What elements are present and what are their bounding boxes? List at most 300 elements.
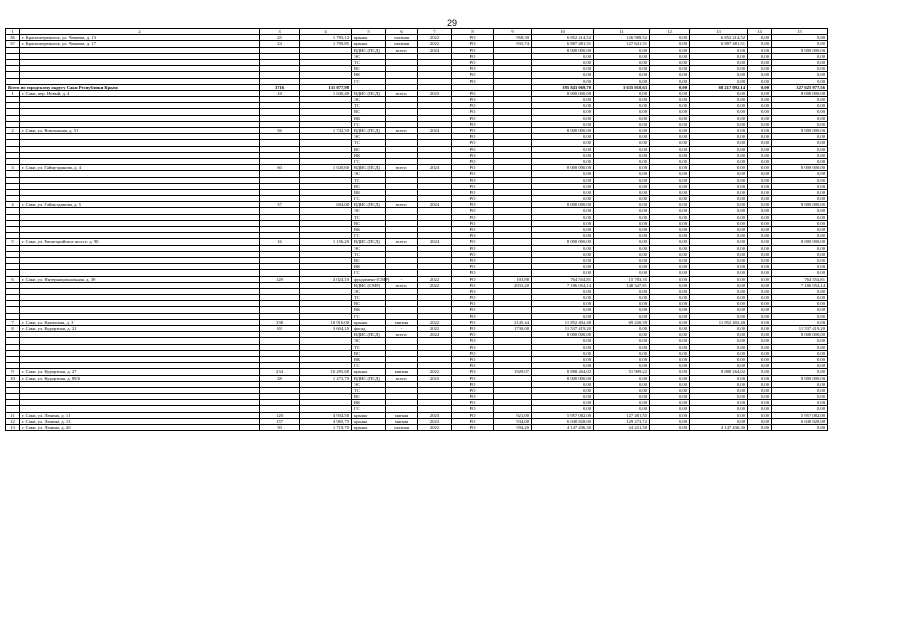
table-cell: 0,00	[748, 406, 772, 412]
table-cell: 50	[260, 425, 300, 431]
page-number: 29	[446, 18, 457, 28]
table-cell: 0,00	[690, 332, 748, 338]
table-cell: 0,00	[650, 171, 690, 177]
table-cell: 0,00	[748, 183, 772, 189]
column-number: 9	[494, 29, 532, 35]
table-cell: 0,00	[772, 307, 828, 313]
table-cell: РО	[452, 97, 494, 103]
table-cell: 0,00	[650, 276, 690, 282]
table-cell: 0,00	[772, 270, 828, 276]
table-cell: 0,00	[650, 202, 690, 208]
table-cell: 0,00	[772, 183, 828, 189]
table-cell: 0,00	[650, 301, 690, 307]
table-cell: 0,00	[650, 53, 690, 59]
table-cell: 0,00	[772, 121, 828, 127]
table-cell: 0,00	[650, 412, 690, 418]
table-cell: 0,00	[650, 35, 690, 41]
table-cell: 0,00	[532, 121, 594, 127]
table-cell: 0,00	[690, 245, 748, 251]
table-cell: 68 217 092,14	[690, 84, 748, 90]
table-cell: мягкая	[386, 418, 418, 424]
table-cell: 1730,00	[494, 326, 532, 332]
table-cell: крыша	[352, 319, 386, 325]
table-cell: 8 000 000,00	[532, 90, 594, 96]
table-cell: 0,00	[532, 220, 594, 226]
table-cell: 0,00	[748, 425, 772, 431]
table-cell: РО	[452, 412, 494, 418]
table-cell: РО	[452, 338, 494, 344]
table-cell: 0,00	[690, 177, 748, 183]
table-cell: 0,00	[748, 152, 772, 158]
table-cell: 7 186 054,14	[772, 282, 828, 288]
table-cell: РО	[452, 418, 494, 424]
table-cell: 2	[6, 128, 20, 134]
table-cell: крыша	[352, 412, 386, 418]
table-cell: 0,00	[748, 78, 772, 84]
table-cell: РО	[452, 319, 494, 325]
table-cell: 934,00	[494, 418, 532, 424]
table-cell: 0,00	[772, 400, 828, 406]
table-cell: 0,00	[690, 251, 748, 257]
table-cell: г. Саки, ул. Интернациональная, д. 39	[20, 276, 260, 282]
table-cell: 0,00	[748, 344, 772, 350]
table-cell: 0,00	[532, 171, 594, 177]
table-cell: 0,00	[532, 134, 594, 140]
table-cell: РО	[452, 59, 494, 65]
table-cell: 0,00	[690, 406, 748, 412]
table-cell: 1 040,40	[300, 90, 352, 96]
table-cell: 0,00	[748, 363, 772, 369]
table-cell: РО	[452, 158, 494, 164]
table-cell: 0,00	[594, 146, 650, 152]
table-cell: РО	[452, 344, 494, 350]
table-cell: 0,00	[594, 189, 650, 195]
table-cell: 0,00	[772, 264, 828, 270]
table-cell: ГС	[352, 196, 386, 202]
table-cell: 11 537 419,20	[532, 326, 594, 332]
table-cell: г. Саки, ул. Ленина, д. 26	[20, 425, 260, 431]
table-cell: 0,00	[650, 363, 690, 369]
table-cell: 0,00	[594, 59, 650, 65]
table-cell: 0,00	[748, 146, 772, 152]
table-cell: 0,00	[748, 158, 772, 164]
table-cell: 4 024,10	[300, 276, 352, 282]
table-cell: ГС	[352, 158, 386, 164]
table-cell: 8 000 000,00	[532, 239, 594, 245]
table-cell: 129	[260, 276, 300, 282]
table-cell: 0,00	[650, 257, 690, 263]
table-cell: 0,00	[532, 115, 594, 121]
table-cell: 0,00	[772, 369, 828, 375]
table-cell: 4 934,50	[300, 412, 352, 418]
table-cell: 0,00	[748, 412, 772, 418]
table-cell: ТС	[352, 295, 386, 301]
table-cell: 0,00	[690, 202, 748, 208]
table-cell: 0,00	[594, 121, 650, 127]
table-cell: 0,00	[650, 146, 690, 152]
table-cell: 0,00	[594, 406, 650, 412]
table-cell: 0,00	[690, 326, 748, 332]
table-cell: 0,00	[594, 326, 650, 332]
table-cell: 0,00	[532, 301, 594, 307]
table-cell: 0,00	[690, 288, 748, 294]
table-cell: 0,00	[772, 301, 828, 307]
table-cell: 0,00	[772, 425, 828, 431]
table-cell: ВДИС (ПСД)	[352, 202, 386, 208]
table-cell: 0,00	[650, 158, 690, 164]
table-cell: 5 957 082,00	[532, 412, 594, 418]
table-cell: крыша	[352, 369, 386, 375]
table-cell: 0,00	[690, 356, 748, 362]
table-cell: РО	[452, 90, 494, 96]
table-cell: 0,00	[690, 363, 748, 369]
table-cell: 0,00	[772, 227, 828, 233]
table-cell: 0,00	[594, 288, 650, 294]
table-cell: 1 790,85	[300, 41, 352, 47]
table-cell: 0,00	[594, 115, 650, 121]
table-cell: 0,00	[594, 103, 650, 109]
table-cell: 0,00	[594, 66, 650, 72]
table-cell: 2023	[418, 418, 452, 424]
table-cell: 327 625 977,56	[772, 84, 828, 90]
table-cell: РО	[452, 257, 494, 263]
table-cell: РО	[452, 425, 494, 431]
table-cell: 0,00	[772, 152, 828, 158]
table-cell: РО	[452, 165, 494, 171]
table-cell: ВДИС (ПСД)	[352, 128, 386, 134]
table-cell: ТС	[352, 140, 386, 146]
table-cell: 2022	[418, 276, 452, 282]
table-cell: 0,00	[772, 59, 828, 65]
table-cell: 0,00	[748, 109, 772, 115]
table-cell: скатная	[386, 425, 418, 431]
table-cell: г. Саки, пер. Новый, д. 4	[20, 90, 260, 96]
table-cell: ВДИС (ПСД)	[352, 332, 386, 338]
column-number: 11	[594, 29, 650, 35]
table-cell: РО	[452, 288, 494, 294]
table-cell: 8 888 264,02	[690, 369, 748, 375]
table-cell: 129 273,72	[594, 418, 650, 424]
table-cell: 0,00	[772, 35, 828, 41]
table-cell: 0,00	[650, 344, 690, 350]
table-cell: 0,00	[594, 134, 650, 140]
table-cell: 0,00	[650, 165, 690, 171]
table-cell: 120	[260, 412, 300, 418]
table-cell: 0,00	[650, 97, 690, 103]
table-cell: ВС	[352, 66, 386, 72]
table-cell: 0,00	[650, 152, 690, 158]
table-cell: 0,00	[748, 165, 772, 171]
table-cell: 0,00	[650, 134, 690, 140]
table-cell: 0,00	[690, 375, 748, 381]
table-cell: 0,00	[772, 257, 828, 263]
table-cell: ВК	[352, 400, 386, 406]
table-cell: 0,00	[594, 214, 650, 220]
table-cell: РО	[452, 146, 494, 152]
table-cell: ГС	[352, 313, 386, 319]
table-cell: 0,00	[772, 295, 828, 301]
table-cell: 0,00	[594, 90, 650, 96]
table-cell: фасад	[352, 326, 386, 332]
table-cell: 0,00	[532, 344, 594, 350]
table-cell: 0,00	[594, 53, 650, 59]
table-cell: 0,00	[650, 72, 690, 78]
table-cell: 0,00	[650, 264, 690, 270]
table-cell: 0,00	[532, 233, 594, 239]
table-cell: РО	[452, 171, 494, 177]
table-cell: 0,00	[594, 128, 650, 134]
table-cell: 1 156,20	[300, 239, 352, 245]
table-cell: РО	[452, 369, 494, 375]
table-cell: 0,00	[650, 313, 690, 319]
table-cell: -	[386, 276, 418, 282]
table-cell: ЭС	[352, 97, 386, 103]
table-cell: ВС	[352, 350, 386, 356]
table-cell: 8 000 000,00	[772, 202, 828, 208]
table-cell: 0,00	[532, 245, 594, 251]
table-cell: г. Саки, ул. Курортная, д. 27	[20, 369, 260, 375]
table-cell: 0,00	[650, 189, 690, 195]
table-cell: 0,00	[748, 72, 772, 78]
table-cell: 0,00	[532, 158, 594, 164]
table-cell: 0,00	[594, 72, 650, 78]
table-cell: 0,00	[748, 394, 772, 400]
table-cell: 0,00	[532, 152, 594, 158]
table-cell: 0,00	[772, 356, 828, 362]
table-cell: РО	[452, 406, 494, 412]
table-cell: 0,00	[772, 350, 828, 356]
table-cell: 2022	[418, 326, 452, 332]
table-cell: 157	[260, 418, 300, 424]
table-cell: 0,00	[748, 66, 772, 72]
table-cell: мягкая	[386, 369, 418, 375]
table-cell: 10 295,68	[300, 369, 352, 375]
table-cell: 11 852 402,48	[690, 319, 748, 325]
table-cell: РО	[452, 326, 494, 332]
table-cell: ЭС	[352, 288, 386, 294]
table-cell: 1 742,50	[300, 128, 352, 134]
table-cell: 0,00	[532, 59, 594, 65]
table-cell: 6 887 481,51	[532, 41, 594, 47]
table-cell: 764 554,81	[532, 276, 594, 282]
table-cell: ВДИС (ПСД)	[352, 90, 386, 96]
table-cell: ТС	[352, 214, 386, 220]
table-cell: ВК	[352, 264, 386, 270]
table-cell: мягкая	[386, 319, 418, 325]
table-cell: 0,00	[772, 344, 828, 350]
table-cell: 0,00	[650, 109, 690, 115]
table-cell: 0,00	[650, 307, 690, 313]
table-cell: РО	[452, 208, 494, 214]
table-cell: 0,00	[748, 245, 772, 251]
table-cell: 0,00	[772, 53, 828, 59]
table-cell: 0,00	[650, 251, 690, 257]
table-cell: РО	[452, 282, 494, 288]
table-cell: 0,00	[690, 301, 748, 307]
table-cell: 0,00	[748, 375, 772, 381]
table-cell: 2145,44	[494, 319, 532, 325]
table-cell: 6 040 828,00	[772, 418, 828, 424]
table-cell: 2024	[418, 128, 452, 134]
table-cell: РО	[452, 109, 494, 115]
column-number: 14	[748, 29, 772, 35]
table-cell: ЭС	[352, 134, 386, 140]
table-cell: 6	[6, 276, 20, 282]
table-cell: РО	[452, 214, 494, 220]
table-cell: 0,00	[532, 109, 594, 115]
table-cell: РО	[452, 307, 494, 313]
table-cell: РО	[452, 381, 494, 387]
table-cell: 8 000 000,00	[772, 375, 828, 381]
table-cell: 0,00	[690, 233, 748, 239]
table-cell: РО	[452, 332, 494, 338]
table-cell: мягкая	[386, 412, 418, 418]
table-cell: крыша	[352, 41, 386, 47]
table-cell: 0,00	[594, 338, 650, 344]
table-cell: 0,00	[532, 177, 594, 183]
table-cell: 1 273,70	[300, 375, 352, 381]
table-cell: 0,00	[690, 121, 748, 127]
table-cell: ВК	[352, 72, 386, 78]
table-cell: ВДИС (ПСД)	[352, 375, 386, 381]
table-cell: 0,00	[532, 183, 594, 189]
table-cell: 0,00	[594, 208, 650, 214]
table-cell: ТС	[352, 103, 386, 109]
table-cell: 56	[260, 128, 300, 134]
table-cell: 0,00	[690, 264, 748, 270]
table-cell: 0,00	[532, 257, 594, 263]
table-cell: г. Красноперекопск, ул. Чапаева, д. 17	[20, 41, 260, 47]
table-cell: 3716	[260, 84, 300, 90]
table-cell: 0,00	[772, 41, 828, 47]
table-cell: г. Саки, ул. Вокзальная, д. 51	[20, 128, 260, 134]
table-cell: 234	[260, 369, 300, 375]
table-cell: РО	[452, 394, 494, 400]
table-cell: 0,00	[594, 394, 650, 400]
table-cell: ВС	[352, 220, 386, 226]
table-cell: 0,00	[594, 152, 650, 158]
table-cell: 11	[6, 412, 20, 418]
table-cell: 0,00	[748, 220, 772, 226]
table-cell: 0,00	[772, 288, 828, 294]
table-cell: 0,00	[594, 245, 650, 251]
table-cell: 0,00	[594, 140, 650, 146]
table-cell: ТС	[352, 251, 386, 257]
table-cell: 131 077,98	[300, 84, 352, 90]
table-cell: 0,00	[748, 171, 772, 177]
table-cell: РО	[452, 350, 494, 356]
table-cell: 0,00	[772, 177, 828, 183]
table-cell: ТС	[352, 177, 386, 183]
table-cell: 0,00	[772, 394, 828, 400]
column-number: 13	[690, 29, 748, 35]
table-cell: 2022	[418, 35, 452, 41]
table-cell: 0,00	[594, 270, 650, 276]
table-cell: 0,00	[650, 425, 690, 431]
table-cell: РО	[452, 53, 494, 59]
table-cell: г. Саки, ул. Гайнутдинова, д. 4	[20, 165, 260, 171]
table-cell: 0,00	[650, 400, 690, 406]
table-cell: ВДИС (ПСД)	[352, 47, 386, 53]
table-cell: 0,00	[650, 369, 690, 375]
table-cell: РО	[452, 41, 494, 47]
table-cell: ТС	[352, 344, 386, 350]
table-cell: 0,00	[650, 239, 690, 245]
table-cell: скатная	[386, 35, 418, 41]
table-cell: ГС	[352, 121, 386, 127]
table-cell: 0,00	[690, 276, 748, 282]
table-cell: г. Саки, ул. Курортная, д. 89/6	[20, 375, 260, 381]
table-cell: РО	[452, 276, 494, 282]
table-cell: 7 186 054,14	[532, 282, 594, 288]
table-cell: 0,00	[594, 400, 650, 406]
table-cell: РО	[452, 35, 494, 41]
table-cell: 126 988,52	[594, 35, 650, 41]
table-cell: ВДИС (ПСД)	[352, 165, 386, 171]
table-cell: 127 641,51	[594, 41, 650, 47]
table-cell: 0,00	[748, 196, 772, 202]
table-cell: 694,00	[300, 202, 352, 208]
table-cell: 0,00	[594, 196, 650, 202]
column-number: 6	[386, 29, 418, 35]
table-cell: 0,00	[650, 375, 690, 381]
table-cell: ЭС	[352, 208, 386, 214]
table-cell: 0,00	[690, 412, 748, 418]
table-cell: 0,00	[594, 350, 650, 356]
table-cell: 0,00	[690, 307, 748, 313]
table-cell: 0,00	[690, 103, 748, 109]
table-cell: 0,00	[594, 227, 650, 233]
table-cell: 0,00	[594, 109, 650, 115]
table-cell: 0,00	[690, 196, 748, 202]
table-cell: 0,00	[690, 140, 748, 146]
table-cell: 37	[6, 41, 20, 47]
table-cell: 0,00	[532, 72, 594, 78]
table-cell: 0,00	[532, 307, 594, 313]
table-cell: 11 537 419,20	[772, 326, 828, 332]
table-cell: ВК	[352, 307, 386, 313]
table-cell: РО	[452, 400, 494, 406]
table-cell: 0,00	[650, 128, 690, 134]
table-cell: ГС	[352, 78, 386, 84]
table-cell: 0,00	[690, 115, 748, 121]
table-cell: 0,00	[690, 128, 748, 134]
table-cell: 10	[6, 375, 20, 381]
table-cell: 0,00	[650, 177, 690, 183]
table-cell: 0,00	[650, 394, 690, 400]
table-cell: ВС	[352, 257, 386, 263]
table-cell: 1 783,12	[300, 35, 352, 41]
table-cell: 0,00	[772, 387, 828, 393]
table-cell: ВДИС (СМР)	[352, 282, 386, 288]
table-cell: г. Саки, ул. Крымская, д. 3	[20, 319, 260, 325]
table-cell: 0,00	[532, 189, 594, 195]
table-cell: 1 020,60	[300, 165, 352, 171]
table-cell: 5 957 082,00	[772, 412, 828, 418]
table-cell: 0,00	[650, 41, 690, 47]
table-cell: 11 852 402,48	[532, 319, 594, 325]
table-cell: 4 965,75	[300, 418, 352, 424]
table-cell: 0,00	[532, 140, 594, 146]
table-cell: 0,00	[690, 90, 748, 96]
table-cell: 0,00	[690, 208, 748, 214]
table-cell: 0,00	[650, 338, 690, 344]
table-cell: 0,00	[690, 350, 748, 356]
table-cell: 0,00	[594, 165, 650, 171]
table-cell: 0,00	[748, 189, 772, 195]
table-cell: 0,00	[532, 251, 594, 257]
table-cell: 0,00	[690, 270, 748, 276]
